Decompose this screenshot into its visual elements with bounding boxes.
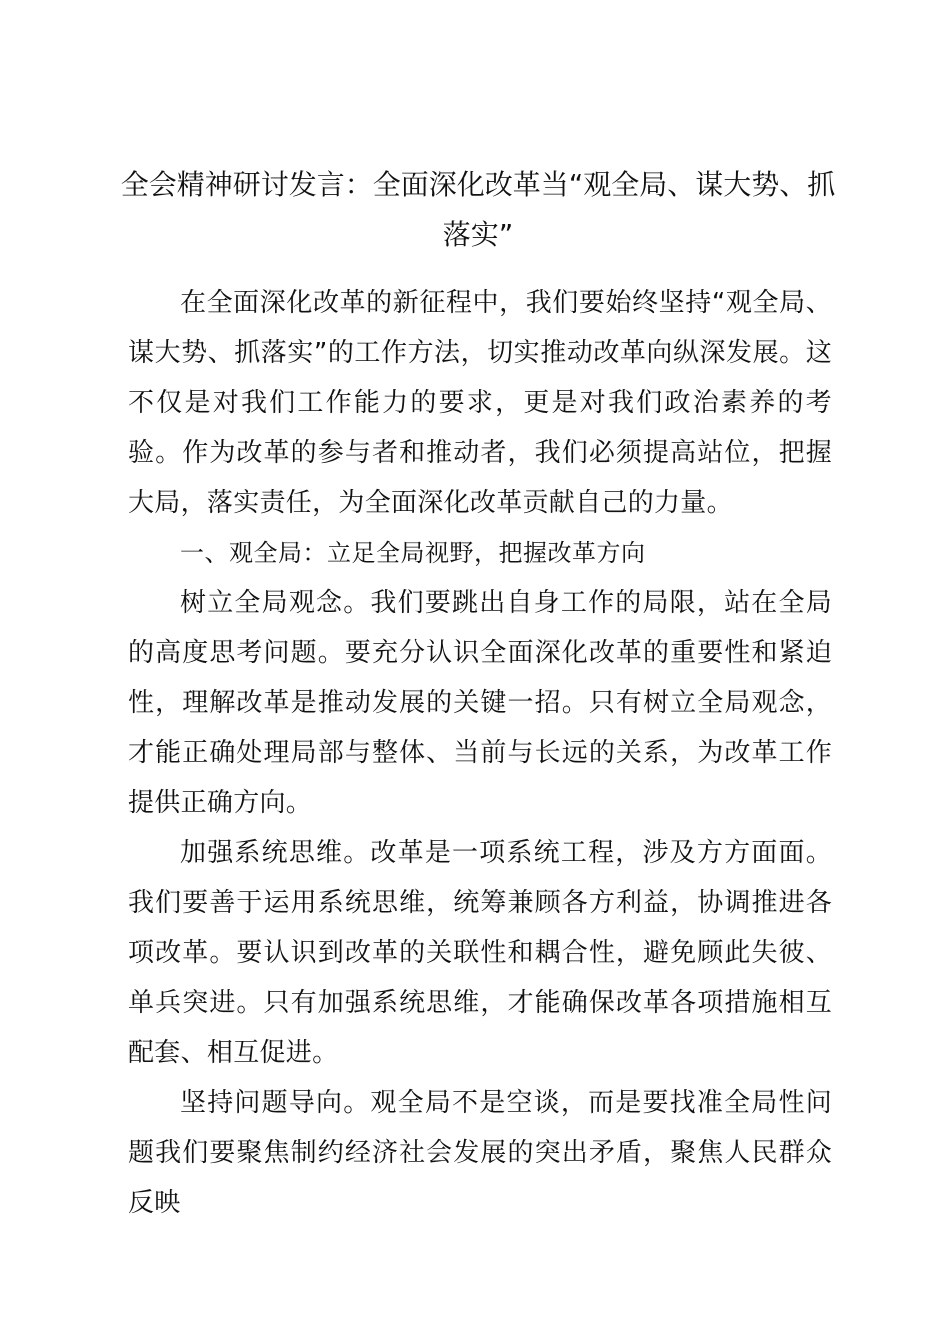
body-paragraph: 坚持问题导向。观全局不是空谈，而是要找准全局性问题我们要聚焦制约经济社会发展的突出矛盾，聚焦人民群众反映 [128, 1088, 832, 1218]
intro-paragraph: 在全面深化改革的新征程中，我们要始终坚持“观全局、谋大势、抓落实”的工作方法，切实推动改革向纵深发展。这不仅是对我们工作能力的要求，更是对我们政治素养的考验。作为改革的参与者和推动者，我们必须提高站位，把握大局，落实责任，为全面深化改革贡献自己的力量。 [128, 288, 832, 518]
document-title: 全会精神研讨发言：全面深化改革当“观全局、谋大势、抓落实” [120, 168, 836, 251]
document-body [128, 278, 832, 1228]
body-paragraph: 加强系统思维。改革是一项系统工程，涉及方方面面。我们要善于运用系统思维，统筹兼顾各方利益，协调推进各项改革。要认识到改革的关联性和耦合性，避免顾此失彼、单兵突进。只有加强系统思维，才能确保改革各项措施相互配套、相互促进。 [128, 838, 832, 1068]
section-heading: 一、观全局：立足全局视野，把握改革方向 [180, 539, 646, 567]
body-paragraph: 树立全局观念。我们要跳出自身工作的局限，站在全局的高度思考问题。要充分认识全面深化改革的重要性和紧迫性，理解改革是推动发展的关键一招。只有树立全局观念，才能正确处理局部与整体、当前与长远的关系，为改革工作提供正确方向。 [128, 588, 832, 818]
